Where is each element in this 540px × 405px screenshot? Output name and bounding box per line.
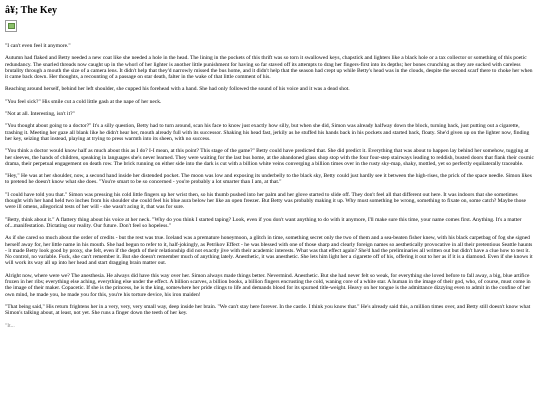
paragraph: "You feel sick?" His smile cut a cold little gash at the nape of her neck. [5,98,162,105]
paragraph: Reaching around herself, behind her left shoulder, she cupped his forehead with a hand. She had only followed the sound of his voice and it was a dead shot. [5,86,350,93]
paragraph: "Betty, think about it." A flattery thing about his voice at her neck. "Why do you think I started taping? Look, even if you don't want anything to do with it anymore, I'll make sure this time, your name comes first. Anything. It's a matter of...manifestation. Dictating our reality. Our future. Don't feel so hopeless." [5,216,522,229]
paragraph: As if she cared so much about the order of credits - but the rest was true. Iceland was a premature honeymoon, a glitch in time, something secret only the two of them and a sea-beaten fisher knew, with his black carpetbag of fog she signed herself away for, her little name in his mouth. She had begun to refer to it, half-jokingly, as Petrikov Effect - he was blessed with one of those sharp and clearly foreign names so aesthetically provocative in all their pretentious Seattle haunts - it made Betty look good by proxy, she felt, even if the depth of their relationship did not exactly jive with their academic interests. What was that effect again? She'd had the preliminaries all written out but didn't have a clue how to test it. No control, no variable. Fuck, she can't remember it. But she doesn't remember much of anything lately. Anesthetic, it was anesthetic. She lets him light her a cigarette off of his, offering it out to her as if it is a diamond. Even if she knows it will work its way all up into her head and start dragging brain matter out. [5,235,533,267]
broken-image-icon [5,20,17,32]
paragraph-cutoff: "It... [5,322,15,329]
paragraph: "I can't even feel it anymore." [5,43,71,49]
paragraph: "I could have told you that." Simon was pressing his cold little fingers up her wrist then, so his thumb pushed into her palm and her glove started to slide off. They don't feel all that different out here. It was indoors that she sometimes thought with her hand held two inches from his shoulder she could feel his blue aura below her like an open freezer. But Betty was probably making it up. Why must something be wrong, something to fixate on, some catch? Maybe those were ill omens, allegorical tests of her will - she wasn't acing it, that was for sure. [5,191,526,211]
paragraph: Autumn had flaked and Betty needed a new coat like she needed a hole in the head. The lining in the pockets of this thrift was so torn it swallowed keys, chapstick and lighters like a black hole or a tax collector or something of this poetic redundancy. The snarled threads now caught up in the whorl of her lighter is another little punishment for having so far staved off its attempts to drag her fingers-first into its depths; her bones crunching as they are sucked with careless brutality through a mouth the size of a camera lens. It didn't help that they'd narrowly missed the bus home, and it didn't help that the season had crept up while Betty's head was in the clouds, despite the second scarf there to choke her when it came back down. Her thoughts, a recounting of a passage on star death, falter in the wake of that little comment of his. [5,55,533,81]
post-title: â¥; The Key [5,5,58,16]
paragraph: "That being said," His return frightens her in a very, very, very small way, deep inside her brain. "We can't stay here forever. In the castle. I think you know that." He's already said this, a million times over, and Betty still doesn't know what Simon's talking about, at least, not yet. She runs a finger down the teeth of her key. [5,303,531,317]
paragraph: "Hey," He was at her shoulder, now, a second hand inside her distended pocket. The moon was low and exposing its underbelly to the black sky, Betty could just hardly see it between the high-rises, the prick of the space needle. Simon likes to pretend he doesn't know what she does. "You're smart to be so concerned - you're probably a lot smarter than I am, at that." [5,173,532,186]
paragraph: Alright now, where were we? The anesthesia. He always did have this way over her. Simon always made things better. Nevermind. Anesthetic. But she had never felt so weak, for everything she loved before to fall away, a big, blue artifice frozen in her ribs; everything else aching, everything else under the effect. A billion scarves, a billion books, a billion fingers encrusting the cold, waning core of a white star. A human in the image of their god, who, of course, must come in the image of their maker. Copacetic. If she is the princess, he is the king, somewhere her pride clings to life and demands blood for its spurned title-weight. Heavy on her tongue is the admittance dizzying even to admit in the confine of her own mind, he made you, he made you for this, you're his torture device, his iron maiden! [5,272,531,298]
paragraph: "You think a doctor would know half as much about this as I do? I-I mean, at this point? This stage of the game?" Betty could have predicted that. She did predict it. Everything that was about to happen lay behind her somehow, tugging at her sleeves, the hands of children, speaking in languages she's never learned. They were waiting for the last bus home, at the abandoned glass shop stop with the four four-step stairways leading to reddish, busted doors that flank their cosmic drama, their perpetual engagement on death row. The brick running on either side into the dark is cut with a billion white veins converging a billion times over in the rusty sky-map, shaky, mottled, yet so perfectly equilaterally traceable. [5,148,534,167]
paragraph: "Not at all. Interesting, isn't it?" [5,111,75,118]
paragraph: "You thought about going to a doctor?" It's a silly question, Betty had to turn around, scan his face to know just exactly how silly, but when she did, Simon was already halfway down the block, turning back, just putting out a cigarette, trashing it. Meeting her gaze all blank like he didn't hear her, mouth already full with its successor. Shaking his head fast, jerkily as he stuffed his hands back in his pockets and started back, floaty. She'd given up on the lighter now, finding her key, seizing that instead, playing at trying to press warmth into its sheen, with no success. [5,123,530,142]
